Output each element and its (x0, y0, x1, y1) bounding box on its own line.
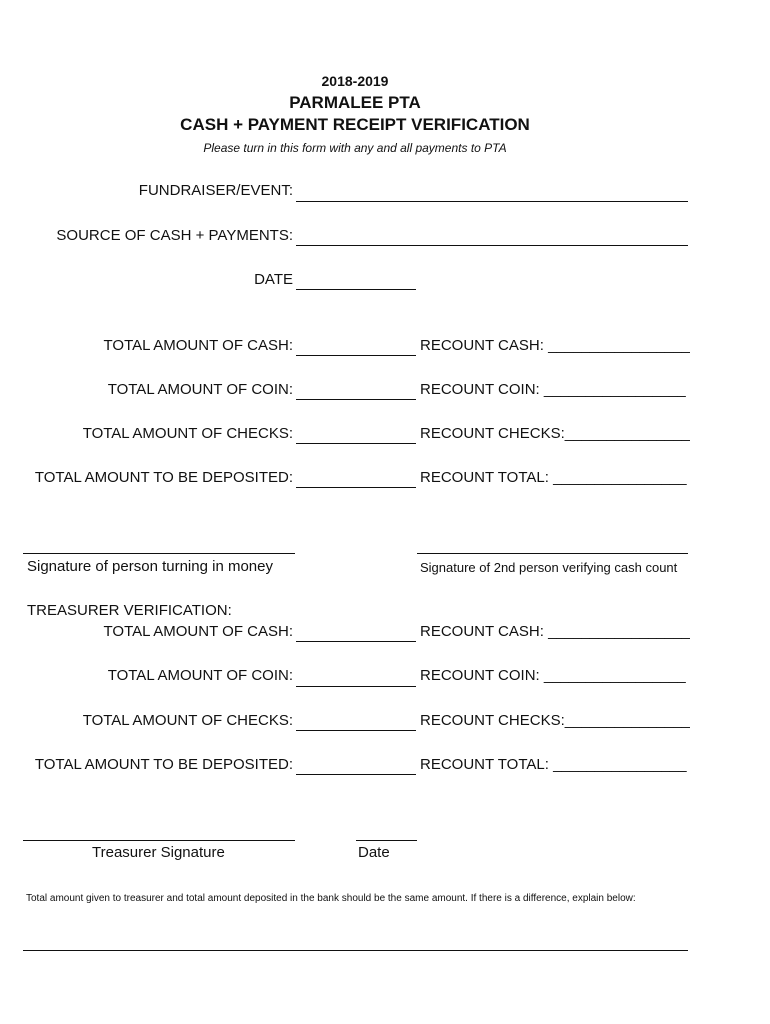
total-deposit-field[interactable] (296, 487, 416, 488)
recount-checks-label: RECOUNT CHECKS:_______________ (420, 425, 690, 442)
treasurer-signature-label: Treasurer Signature (92, 844, 225, 861)
treasurer-recount-cash-label: RECOUNT CASH: _________________ (420, 623, 690, 640)
treasurer-date-label: Date (358, 844, 390, 861)
treasurer-heading: TREASURER VERIFICATION: (27, 602, 232, 619)
total-coin-field[interactable] (296, 399, 416, 400)
person-signature-field[interactable] (23, 553, 295, 554)
treasurer-total-cash-label: TOTAL AMOUNT OF CASH: (103, 623, 293, 640)
form-subtitle: Please turn in this form with any and all payments to PTA (203, 141, 507, 155)
verifier-signature-label: Signature of 2nd person verifying cash count (420, 560, 678, 575)
source-field[interactable] (296, 245, 688, 246)
date-label: DATE (254, 271, 293, 288)
treasurer-total-cash-field[interactable] (296, 641, 416, 642)
total-checks-label: TOTAL AMOUNT OF CHECKS: (82, 425, 293, 442)
treasurer-total-coin-label: TOTAL AMOUNT OF COIN: (107, 667, 293, 684)
total-cash-label: TOTAL AMOUNT OF CASH: (103, 337, 293, 354)
treasurer-total-checks-label: TOTAL AMOUNT OF CHECKS: (82, 712, 293, 729)
verifier-signature-field[interactable] (417, 553, 688, 554)
treasurer-signature-field[interactable] (23, 840, 295, 841)
source-label: SOURCE OF CASH + PAYMENTS: (56, 227, 293, 244)
total-checks-field[interactable] (296, 443, 416, 444)
form-title: CASH + PAYMENT RECEIPT VERIFICATION (180, 115, 530, 134)
treasurer-recount-coin-label: RECOUNT COIN: _________________ (420, 667, 686, 684)
total-coin-label: TOTAL AMOUNT OF COIN: (107, 381, 293, 398)
organization-name: PARMALEE PTA (289, 93, 421, 112)
difference-note: Total amount given to treasurer and total amount deposited in the bank should be the same amount. If there is a difference, explain below: (26, 893, 636, 904)
treasurer-total-checks-field[interactable] (296, 730, 416, 731)
treasurer-total-deposit-field[interactable] (296, 774, 416, 775)
form-year: 2018-2019 (321, 73, 389, 89)
total-deposit-label: TOTAL AMOUNT TO BE DEPOSITED: (34, 469, 293, 486)
treasurer-total-coin-field[interactable] (296, 686, 416, 687)
fundraiser-label: FUNDRAISER/EVENT: (138, 182, 293, 199)
person-signature-label: Signature of person turning in money (27, 558, 273, 575)
treasurer-date-field[interactable] (356, 840, 417, 841)
date-field[interactable] (296, 289, 416, 290)
recount-cash-label: RECOUNT CASH: _________________ (420, 337, 690, 354)
treasurer-recount-total-label: RECOUNT TOTAL: ________________ (420, 756, 687, 773)
recount-coin-label: RECOUNT COIN: _________________ (420, 381, 686, 398)
treasurer-recount-checks-label: RECOUNT CHECKS:_______________ (420, 712, 690, 729)
fundraiser-field[interactable] (296, 201, 688, 202)
total-cash-field[interactable] (296, 355, 416, 356)
explanation-field[interactable] (23, 950, 688, 951)
recount-total-label: RECOUNT TOTAL: ________________ (420, 469, 687, 486)
treasurer-total-deposit-label: TOTAL AMOUNT TO BE DEPOSITED: (34, 756, 293, 773)
